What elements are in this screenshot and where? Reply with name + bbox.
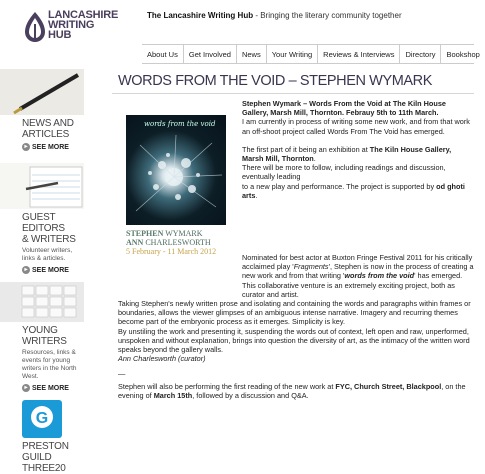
nav-your-writing[interactable]: Your Writing (266, 45, 317, 63)
page-title: WORDS FROM THE VOID – STEPHEN WYMARK (118, 73, 433, 89)
caption-last-name: WYMARK (163, 229, 203, 238)
svg-text:G: G (35, 410, 49, 427)
article-paragraph: Taking Stephen's newly written prose and isolating and containing the words and paragraphs within frames or boundaries, allows the viewer glimpses of an ambiguous intense narrative. Imagery and recurring themes become part of the embryonic process as it emerges. Simplicity is key. (118, 299, 471, 327)
article-intro (242, 99, 474, 209)
sidebar-title: PRESTON GUILD THREE20 (22, 441, 69, 474)
site-tagline (147, 11, 402, 20)
pen-icon (0, 69, 84, 115)
arrow-right-icon: ▸ (22, 384, 30, 392)
see-more-link[interactable]: ▸ SEE MORE (22, 143, 84, 151)
site-logo[interactable] (24, 10, 126, 42)
article-paragraph: There will be more to follow, including readings and discussion, eventually leading (242, 163, 446, 182)
writing-hub-logo-icon (24, 12, 46, 42)
sidebar-news-articles[interactable] (0, 69, 84, 151)
venue-name: FYC, Church Street, Blackpool (335, 381, 442, 391)
caption-first-name: STEPHEN (126, 229, 164, 238)
exhibition-artwork[interactable] (126, 115, 226, 225)
logo-line-1: LANCASHIRE (48, 9, 119, 21)
sidebar-young-writers[interactable] (0, 282, 84, 392)
project-title: words from the void (344, 271, 415, 281)
logo-line-3: HUB (48, 29, 72, 41)
artwork-title-text: words from the void (144, 120, 216, 128)
supporter-link[interactable]: od ghoti arts (242, 181, 465, 200)
sidebar-title: NEWS AND ARTICLES (22, 118, 74, 140)
caption-last-name: CHARLESWORTH (143, 238, 211, 247)
caption-first-name: ANN (126, 238, 144, 247)
sidebar-title: YOUNG WRITERS (22, 325, 67, 347)
artwork-caption (126, 229, 216, 256)
notebook-icon (0, 163, 84, 209)
arrow-right-icon: ▸ (22, 143, 30, 151)
divider (112, 93, 474, 94)
nav-bookshop[interactable]: Bookshop (440, 45, 484, 63)
nav-get-involved[interactable]: Get Involved (183, 45, 236, 63)
play-title: Fragments (293, 262, 329, 272)
event-date: March 15th (153, 390, 193, 400)
venue-name: The Kiln House Gallery, Marsh Mill, Thornton (242, 144, 452, 164)
article (112, 73, 474, 400)
see-more-link[interactable]: ▸ SEE MORE (22, 266, 84, 274)
nav-directory[interactable]: Directory (399, 45, 440, 63)
article-paragraph: I am currently in process of writing some new work, and from that work an off-shoot project called Words From The Void has emerged. (242, 117, 470, 136)
article-paragraph: Nominated for best actor at Buxton Fringe Festival 2011 for his critically acclaimed play 'Fragments', Stephen is now in the process of creating a new work and from that writing 'words from the void' has emerged. This collaborative venture is an extremely exciting project, both as curator and artist. (242, 253, 474, 299)
sidebar-preston-guild[interactable] (0, 400, 84, 474)
separator-dash: — (118, 369, 126, 379)
sidebar-title: GUEST EDITORS & WRITERS (22, 212, 76, 245)
nav-reviews-interviews[interactable]: Reviews & Interviews (317, 45, 399, 63)
logo-line-2: WRITING (48, 19, 95, 31)
site-name: The Lancashire Writing Hub (147, 11, 254, 20)
arrow-right-icon: ▸ (22, 266, 30, 274)
article-paragraph: Stephen will also be performing the first reading of the new work at FYC, Church Street, Blackpool, on the evening of March 15th, followed by a discussion and Q&A. (118, 381, 466, 400)
sidebar (0, 69, 84, 474)
curator-credit: Ann Charlesworth (curator) (118, 354, 206, 364)
see-more-link[interactable]: ▸ SEE MORE (22, 384, 84, 392)
sidebar-subtitle: Volunteer writers, links & articles. (22, 247, 73, 262)
article-headline: Stephen Wymark – Words From the Void at The Kiln House Gallery, Marsh Mill, Thornton. Febrauy 5th to 11th March. (242, 99, 446, 118)
guild-logo-icon (22, 400, 62, 438)
article-paragraph: to a new play and performance. The project is supported by od ghoti arts. (242, 181, 465, 200)
article-paragraph: By unstiling the work and presenting it, suspending the words out of context, left open and raw, unperformed, unspoken and without explanation, brings into question the diversity of art, as the intimacy of the written word speaks beyond the gallery walls. (118, 326, 470, 355)
main-navigation (142, 44, 480, 64)
keyboard-icon (0, 282, 84, 322)
sidebar-guest-editors[interactable] (0, 163, 84, 274)
tagline-text: - Bringing the literary community together (253, 11, 402, 20)
nav-about-us[interactable]: About Us (147, 50, 178, 59)
logo-wordmark (48, 10, 118, 40)
article-paragraph: The first part of it being an exhibition at The Kiln House Gallery, Marsh Mill, Thornton. (242, 144, 452, 164)
article-body (118, 253, 474, 400)
caption-dates: 5 February - 11 March 2012 (126, 247, 217, 256)
sidebar-subtitle: Resources, links & events for young writers in the North West. (22, 349, 77, 380)
nav-news[interactable]: News (236, 45, 266, 63)
artwork-splash-icon (126, 115, 226, 225)
